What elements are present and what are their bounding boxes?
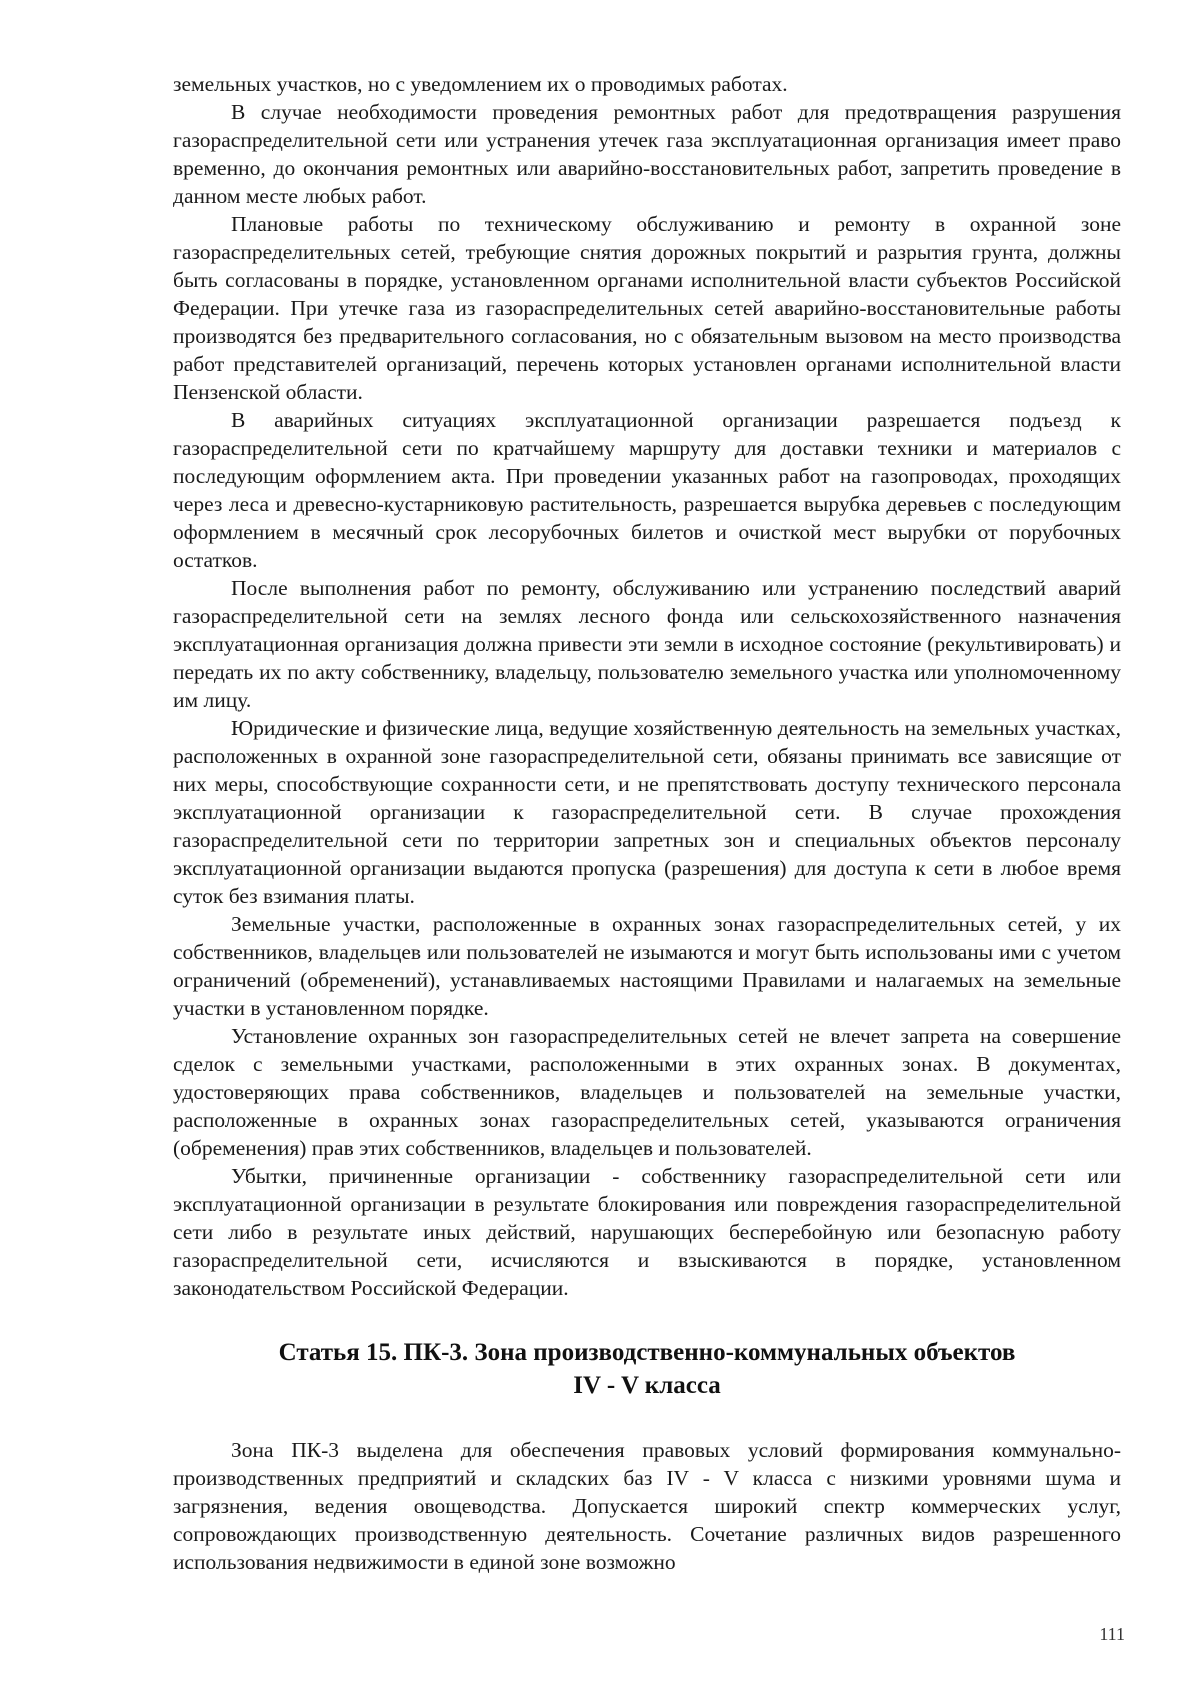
paragraph-land-plots: Земельные участки, расположенные в охранных зонах газораспределительных сетей, у их собственников, владельцев или пользователей не изымаются и могут быть использованы ими с учетом ограничений (обременений), устанавливаемых настоящими Правилами и налагаемых на земельные участки в установленном порядке. <box>173 912 1121 1020</box>
paragraph-planned-works: Плановые работы по техническому обслуживанию и ремонту в охранной зоне газораспределительных сетей, требующие снятия дорожных покрытий и разрытия грунта, должны быть согласованы в порядке, установленном органами исполнительной власти субъектов Российской Федерации. При утечке газа из газораспределительных сетей аварийно-восстановительные работы производятся без предварительного согласования, но с обязательным вызовом на место производства работ представителей организаций, перечень которых установлен органами исполнительной власти Пензенской области. <box>173 212 1121 404</box>
article-heading-line1: Статья 15. ПК-3. Зона производственно-коммунальных объектов <box>278 1339 1016 1366</box>
paragraph-legal-entities: Юридические и физические лица, ведущие хозяйственную деятельность на земельных участках, расположенных в охранной зоне газораспределительной сети, обязаны принимать все зависящие от них меры, способствующие сохранности сети, и не препятствовать доступу технического персонала эксплуатационной организации к газораспределительной сети. В случае прохождения газораспределительной сети по территории запретных зон и специальных объектов персоналу эксплуатационной организации выдаются пропуска (разрешения) для доступа к сети в любое время суток без взимания платы. <box>173 716 1121 908</box>
paragraph-continuation: земельных участков, но с уведомлением их о проводимых работах. <box>173 72 788 96</box>
article-heading-line2: IV - V класса <box>573 1372 721 1399</box>
paragraph-protected-zones: Установление охранных зон газораспределительных сетей не влечет запрета на совершение сделок с земельными участками, расположенными в этих охранных зонах. В документах, удостоверяющих права собственников, владельцев и пользователей на земельные участки, расположенные в охранных зонах газораспределительных сетей, указываются ограничения (обременения) прав этих собственников, владельцев и пользователей. <box>173 1024 1121 1160</box>
document-body <box>173 70 1121 1576</box>
paragraph-zone-pk3: Зона ПК-3 выделена для обеспечения правовых условий формирования коммунально-производственных предприятий и складских баз IV - V класса с низкими уровнями шума и загрязнения, ведения овощеводства. Допускается широкий спектр коммерческих услуг, сопровождающих производственную деятельность. Сочетание различных видов разрешенного использования недвижимости в единой зоне возможно <box>173 1438 1121 1574</box>
page-number: 111 <box>1099 1624 1125 1644</box>
paragraph-damages: Убытки, причиненные организации - собственнику газораспределительной сети или эксплуатационной организации в результате блокирования или повреждения газораспределительной сети либо в результате иных действий, нарушающих бесперебойную или безопасную работу газораспределительной сети, исчисляются и взыскиваются в порядке, установленном законодательством Российской Федерации. <box>173 1164 1121 1300</box>
paragraph-emergency-access: В аварийных ситуациях эксплуатационной организации разрешается подъезд к газораспределительной сети по кратчайшему маршруту для доставки техники и материалов с последующим оформлением акта. При проведении указанных работ на газопроводах, проходящих через леса и древесно-кустарниковую растительность, разрешается вырубка деревьев с последующим оформлением в месячный срок лесорубочных билетов и очисткой мест вырубки от порубочных остатков. <box>173 408 1121 572</box>
paragraph-recultivation: После выполнения работ по ремонту, обслуживанию или устранению последствий аварий газораспределительной сети на землях лесного фонда или сельскохозяйственного назначения эксплуатационная организация должна привести эти земли в исходное состояние (рекультивировать) и передать их по акту собственнику, владельцу, пользователю земельного участка или уполномоченному им лицу. <box>173 576 1121 712</box>
article-heading <box>173 1336 1121 1402</box>
paragraph-repair-works: В случае необходимости проведения ремонтных работ для предотвращения разрушения газораспределительной сети или устранения утечек газа эксплуатационная организация имеет право временно, до окончания ремонтных или аварийно-восстановительных работ, запретить проведение в данном месте любых работ. <box>173 100 1121 208</box>
